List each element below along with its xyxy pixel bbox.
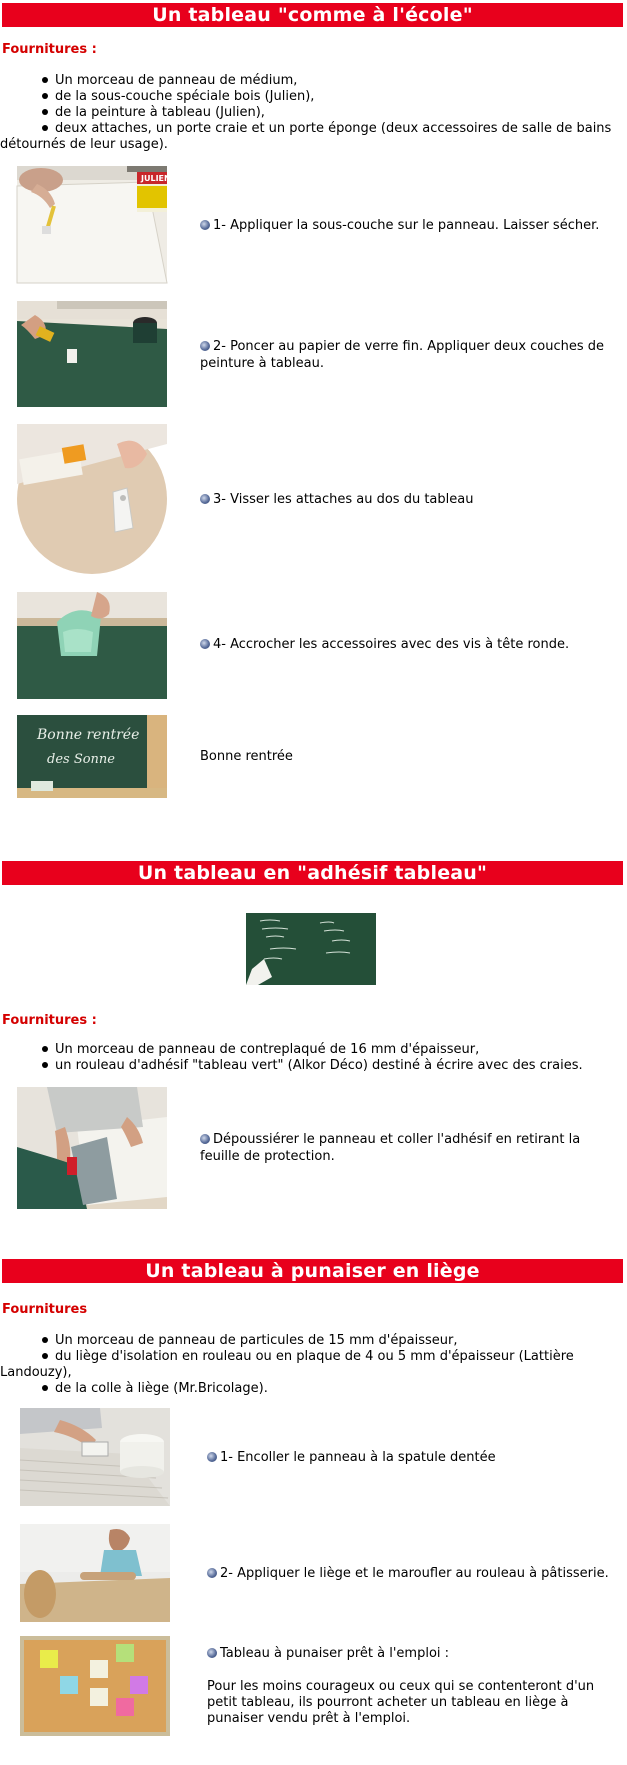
photo-painting-board (17, 301, 167, 407)
step-text: 3- Visser les attaches au dos du tableau (200, 491, 620, 508)
bullet-dot-icon (42, 1385, 48, 1391)
bullet-dot-icon (42, 1353, 48, 1359)
photo-attach (17, 424, 167, 574)
list-item: de la peinture à tableau (Julien), (40, 105, 625, 121)
list-item: Un morceau de panneau de contreplaqué de 16 mm d'épaisseur, (40, 1042, 625, 1058)
bullet-dot-icon (42, 77, 48, 83)
list-item: du liège d'isolation en rouleau ou en plaque de 4 ou 5 mm d'épaisseur (Lattière Landouzy), (0, 1349, 574, 1380)
blue-sphere-bullet-icon (200, 220, 210, 230)
step-text: Tableau à punaiser prêt à l'emploi : (207, 1645, 622, 1662)
photo-undercoat (17, 166, 171, 283)
step-text: 1- Encoller le panneau à la spatule dentée (207, 1449, 622, 1466)
photo-finished-board (17, 715, 167, 798)
blue-sphere-bullet-icon (200, 494, 210, 504)
blue-sphere-bullet-icon (200, 341, 210, 351)
photo-glue-spreading (20, 1408, 170, 1506)
photo-rolling-cork (20, 1524, 170, 1622)
photo-adhesive-board (246, 913, 376, 985)
svg-text:des Sonne: des Sonne (47, 752, 115, 767)
bullet-dot-icon (42, 93, 48, 99)
step-text: 2- Appliquer le liège et le maroufler au rouleau à pâtisserie. (207, 1565, 622, 1582)
blue-sphere-bullet-icon (207, 1648, 217, 1658)
fournitures-label: Fournitures : (2, 1013, 97, 1028)
step-text: 2- Poncer au papier de verre fin. Appliquer deux couches de peinture à tableau. (200, 339, 605, 371)
bullet-dot-icon (42, 1337, 48, 1343)
bullet-dot-icon (42, 109, 48, 115)
bullet-dot-icon (42, 1046, 48, 1052)
section-title-liege: Un tableau à punaiser en liège (2, 1259, 623, 1283)
list-item: de la sous-couche spéciale bois (Julien), (40, 89, 625, 105)
list-item: deux attaches, un porte craie et un porte éponge (deux accessoires de salle de bains détournés de leur usage). (0, 121, 612, 152)
bullet-dot-icon (42, 125, 48, 131)
photo-applying-adhesive (17, 1087, 167, 1209)
blue-sphere-bullet-icon (200, 639, 210, 649)
step-text: Bonne rentrée (200, 749, 293, 764)
list-item: Un morceau de panneau de particules de 15 mm d'épaisseur, (40, 1333, 625, 1349)
section-title-ecole: Un tableau "comme à l'école" (2, 3, 623, 27)
svg-text:Bonne rentrée: Bonne rentrée (37, 727, 140, 743)
photo-accessories (17, 592, 167, 699)
blue-sphere-bullet-icon (200, 1134, 210, 1144)
fournitures-label: Fournitures : (2, 42, 97, 57)
photo-cork-board (20, 1636, 170, 1736)
list-item: un rouleau d'adhésif "tableau vert" (Alkor Déco) destiné à écrire avec des craies. (40, 1058, 625, 1074)
supplies-list (0, 1333, 625, 1397)
fournitures-label: Fournitures (2, 1302, 88, 1317)
step-text: 1- Appliquer la sous-couche sur le panneau. Laisser sécher. (200, 217, 620, 234)
list-item: de la colle à liège (Mr.Bricolage). (40, 1381, 625, 1397)
blue-sphere-bullet-icon (207, 1452, 217, 1462)
section-title-adhesif: Un tableau en "adhésif tableau" (2, 861, 623, 885)
bullet-dot-icon (42, 1062, 48, 1068)
step-text: Dépoussiérer le panneau et coller l'adhésif en retirant la feuille de protection. (200, 1132, 581, 1164)
supplies-list (40, 1042, 625, 1074)
svg-text:JULIEN: JULIEN (141, 174, 171, 183)
supplies-list (0, 73, 625, 153)
step-text: 4- Accrocher les accessoires avec des vis à tête ronde. (200, 636, 620, 653)
note-text: Pour les moins courageux ou ceux qui se contenteront d'un petit tableau, ils pourront acheter un tableau en liège à punaiser vendu prêt à l'emploi. (207, 1679, 595, 1726)
blue-sphere-bullet-icon (207, 1568, 217, 1578)
list-item: Un morceau de panneau de médium, (40, 73, 625, 89)
